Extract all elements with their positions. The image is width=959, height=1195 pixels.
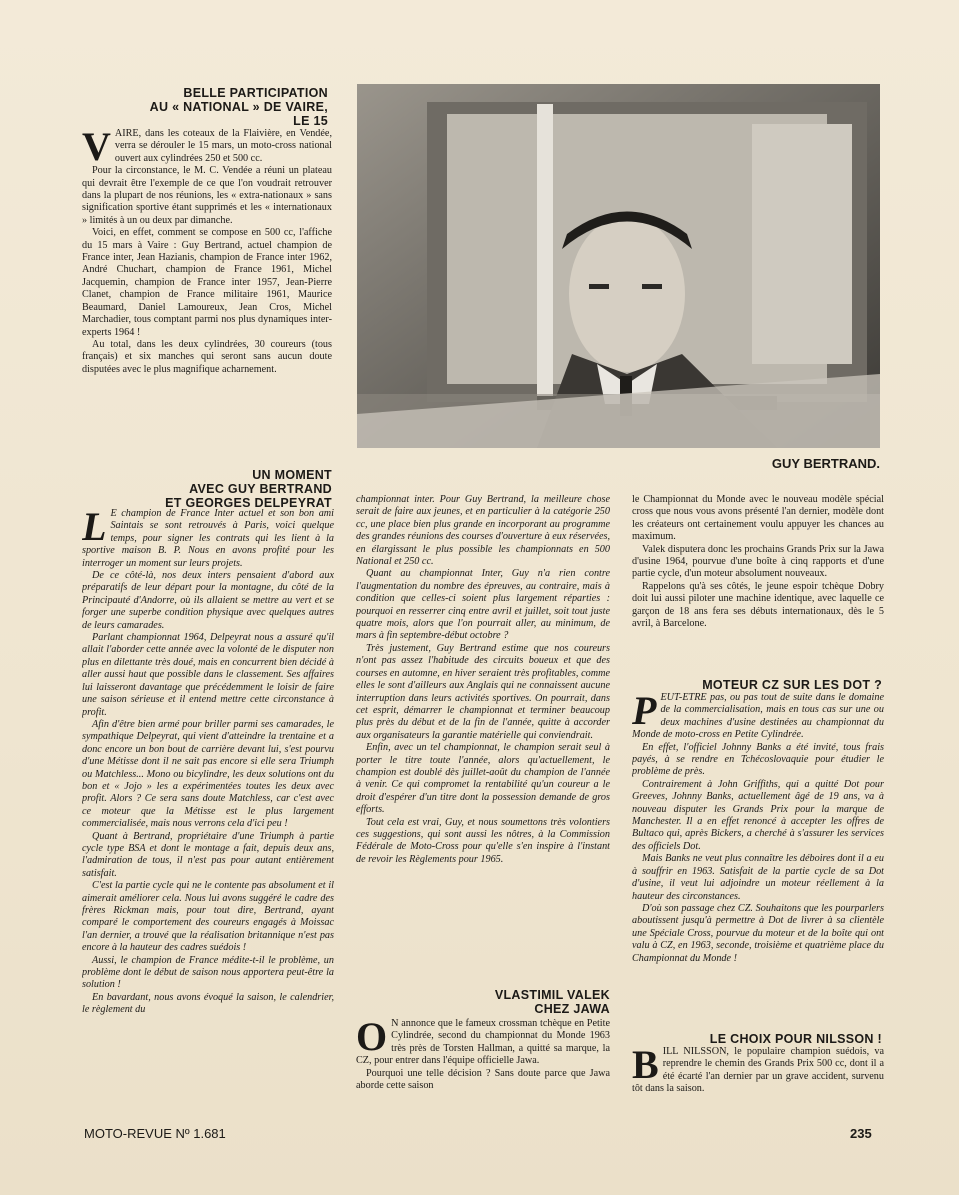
headline-moment — [100, 468, 332, 510]
article-moment-col1 — [82, 508, 334, 1106]
photo-caption: GUY BERTRAND. — [771, 456, 880, 471]
paragraph: N annonce que le fameux crossman tchèque en Petite Cylindrée, second du championnat du Monde 1963 très près de Torsten Hallman, a quitté sa marque, la CZ, pour entrer dans l'équipe officielle Jawa. — [356, 1018, 610, 1067]
headline-valek — [400, 988, 610, 1016]
paragraph: Quant au championnat Inter, Guy n'a rien contre l'augmentation du nombre des épreuves, au contraire, mais à condition que celles-ci soient plus largement réparties : pourquoi en resserrer cinq entre avril et juillet, soit tout juste quatre mois, alors que l'on pourrait aller, au minimum, de mars à fin septembre-début octobre ? — [356, 568, 610, 642]
paragraph: le Championnat du Monde avec le nouveau modèle spécial cross que nous vous avons présenté l'an dernier, modèle dont les créateurs ont certainement voulu appuyer les chances au maximum. — [632, 494, 884, 543]
headline-line: LE 15 — [293, 114, 328, 128]
paragraph: De ce côté-là, nos deux inters pensaient d'abord aux préparatifs de leur départ pour la montagne, du côté de la Principauté d'Andorre, où ils allaient se mettre au vert et se forger une superbe condition physique avec quelques autres de leurs camarades. — [82, 570, 334, 631]
article-nilsson-body — [632, 1046, 884, 1112]
paragraph: Très justement, Guy Bertrand estime que nos coureurs n'ont pas assez l'habitude des circuits boueux et que des courses en automne, en hiver seraient très profitables, comme elles le sont d'ailleurs aux Anglais qui ne connaissent aucune interruption dans leurs activités sportives. On pourrait, dans cet esprit, démarrer le championnat et terminer beaucoup plus près du début et de la fin de l'année, quitte à accorder aux organisateurs la garantie matérielle qui conviendrait. — [356, 642, 610, 741]
article-moment-col2 — [356, 494, 610, 960]
paragraph: Afin d'être bien armé pour briller parmi ses camarades, le sympathique Delpeyrat, qui vient d'atteindre la trentaine et a donc encore un bon bout de carrière devant lui, s'est pourvu d'une Métisse dont il ne sait pas encore si elle sera Triumph ou Matchless... Mono ou bicylindre, les deux solutions ont du bon et « Jojo » les a expérimentées toutes les deux avec profit. Alors ? Ce sera sans doute Matchless, car c'est avec ce moteur que la Métisse est le plus largement commercialisée, mais nous verrons cela d'ici peu ! — [82, 718, 334, 830]
paragraph: Au total, dans les deux cylindrées, 30 coureurs (tous français) et six manches qui seront sans aucun doute disputées avec le plus magnifique acharnement. — [82, 338, 332, 375]
article-valek-col3 — [632, 494, 884, 666]
paragraph: Mais Banks ne veut plus connaître les déboires dont il a eu à souffrir en 1963. Satisfait de la partie cycle de sa Dot d'usine, il veut lui adjoindre un moteur réellement à la hauteur des circonstances. — [632, 853, 884, 902]
paragraph: Parlant championnat 1964, Delpeyrat nous a assuré qu'il allait l'aborder cette année avec la volonté de le disputer non plus en dilettante très doué, mais en concurrent bien décidé à aller aussi haut que possible dans le classement. Ses affaires lui laisseront davantage que précédemment le loisir de faire une saison sérieuse et il entend mettre cette circonstance à profit. — [82, 632, 334, 718]
drop-cap: B — [632, 1046, 659, 1087]
headline-line: ET GEORGES DELPEYRAT — [165, 496, 332, 510]
headline-vaire — [88, 86, 328, 128]
paragraph: EUT-ETRE pas, ou pas tout de suite dans le domaine de la commercialisation, mais en tous cas sur une ou deux machines d'usine destinées au championnat du Monde de moto-cross en Petite Cylindrée. — [632, 692, 884, 741]
paragraph: Quant à Bertrand, propriétaire d'une Triumph à partie cycle type BSA et dont le montage a fait, depuis deux ans, l'admiration de tous, il n'est pas pour autant entièrement satisfait. — [82, 830, 334, 879]
paragraph: Pour la circonstance, le M. C. Vendée a réuni un plateau qui devrait être l'exemple de ce que l'on voudrait retrouver dans la plupart de nos réunions, les « extra-nationaux » sans signification sportive étant supprimés et les « internationaux » limités à un ou deux par dimanche. — [82, 165, 332, 226]
headline-line: MOTEUR CZ SUR LES DOT ? — [702, 678, 882, 692]
car-window-photo — [357, 84, 880, 448]
paragraph: Contrairement à John Griffiths, qui a quitté Dot pour Greeves, Johnny Banks, actuellement âgé de 19 ans, va à nouveau disputer les Grands Prix pour la marque de Manchester. Il a en effet renoncé à accepter les offres de Bultaco qui, après Bickers, a cherché à s'assurer les services des officiels Dot. — [632, 778, 884, 852]
paragraph: Rappelons qu'à ses côtés, le jeune espoir tchèque Dobry doit lui aussi piloter une machine identique, avec laquelle ce garçon de 18 ans fera ses débuts internationaux, dès le 5 avril, à Barcelone. — [632, 580, 884, 630]
paragraph: Pourquoi une telle décision ? Sans doute parce que Jawa aborde cette saison — [356, 1067, 610, 1092]
article-vaire-body — [82, 128, 332, 428]
paragraph: Voici, en effet, comment se compose en 500 cc, l'affiche du 15 mars à Vaire : Guy Bertrand, actuel champion de France inter, Jean Hazianis, champion de France inter 1962, André Chuchart, champion de France 1961, Michel Jacquemin, champion de France inter 1957, Jean-Pierre Clanet, champion de France militaire 1961, Maurice Beaumard, Daniel Lamoureux, Jean Cros, Michel Marchadier, tous comptant parmi nos plus dynamiques inter-experts 1964 ! — [82, 227, 332, 338]
paragraph: E champion de France Inter actuel et son bon ami Saintais se sont retrouvés à Paris, voici quelque temps, pour signer les contrats qui les lient à la sportive maison B. P. Nous en avons profité pour les interroger un moment sur leurs projets. — [82, 508, 334, 569]
headline-line: AU « NATIONAL » DE VAIRE, — [149, 100, 328, 114]
paragraph: Aussi, le champion de France médite-t-il le problème, un problème dont le début de saison nous apportera peut-être la solution ! — [82, 954, 334, 991]
headline-line: AVEC GUY BERTRAND — [189, 482, 332, 496]
headline-line: VLASTIMIL VALEK — [494, 988, 610, 1002]
page-number: 235 — [850, 1126, 872, 1141]
drop-cap: L — [82, 508, 107, 549]
paragraph: Enfin, avec un tel championnat, le champion serait seul à porter le titre toute l'année, alors qu'actuellement, le champion est doublé dès juillet-août du champion de l'année à venir. Ce qui compromet la rentabilité qu'un coureur a le droit d'espérer d'un titre dont la possession demande de gros efforts. — [356, 742, 610, 816]
portrait-photo — [357, 84, 880, 448]
footer-issue: MOTO-REVUE Nº 1.681 — [84, 1126, 226, 1141]
paragraph: ILL NILSSON, le populaire champion suédois, va reprendre le chemin des Grands Prix 500 cc, dont il a été écarté l'an dernier par un grave accident, survenu tôt dans la saison. — [632, 1046, 884, 1095]
drop-cap: O — [356, 1018, 388, 1059]
drop-cap: P — [632, 692, 657, 733]
paragraph: Tout cela est vrai, Guy, et nous soumettons très volontiers ces suggestions, qui sont aussi les nôtres, à la Commission Fédérale de Moto-Cross pour qu'elle s'en inspire à l'instant de revoir les Règlements pour 1965. — [356, 816, 610, 865]
paragraph: D'où son passage chez CZ. Souhaitons que les pourparlers aboutissent jusqu'à permettre à Dot de livrer à sa clientèle une Spéciale Cross, pourvue du moteur et de la boîte qui ont valu à CZ, en 1963, seconde, troisième et quatrième place du Championnat du Monde ! — [632, 902, 884, 964]
drop-cap: V — [82, 128, 111, 169]
paragraph: En effet, l'officiel Johnny Banks a été invité, tous frais payés, à se rendre en Tchécoslovaquie pour étudier le problème de près. — [632, 741, 884, 778]
paragraph: Valek disputera donc les prochains Grands Prix sur la Jawa d'usine 1964, pourvue d'une boîte à cinq rapports et d'une partie cycle, d'un moteur absolument nouveaux. — [632, 543, 884, 580]
article-valek-col2 — [356, 1018, 610, 1110]
headline-line: BELLE PARTICIPATION — [183, 86, 328, 100]
headline-line: CHEZ JAWA — [534, 1002, 610, 1016]
headline-nilsson — [632, 1032, 882, 1046]
headline-line: LE CHOIX POUR NILSSON ! — [709, 1032, 882, 1046]
paragraph: championnat inter. Pour Guy Bertrand, la meilleure chose serait de faire aux jeunes, et en particulier à la catégorie 250 cc, une place bien plus grande en incorporant au programme des grandes réunions des courses d'ouverture à eux réservées, en élargissant le plus possible les championnats en 500 National et 250 cc. — [356, 494, 610, 568]
paragraph: C'est la partie cycle qui ne le contente pas absolument et il aimerait améliorer cela. Nous lui avons suggéré le cadre des frères Rickman mais, pour tout dire, Bertrand, ayant comparé le comportement des coureurs engagés à Moissac l'an dernier, a trouvé que la réalisation britannique n'est pas encore à la hauteur des cadres suédois ! — [82, 880, 334, 954]
headline-line: UN MOMENT — [252, 468, 332, 482]
paragraph: En bavardant, nous avons évoqué la saison, le calendrier, le règlement du — [82, 991, 334, 1016]
paragraph: AIRE, dans les coteaux de la Flaivière, en Vendée, verra se dérouler le 15 mars, un moto-cross national ouvert aux cylindrées 250 et 500 cc. — [114, 128, 332, 164]
article-cz-dot-body — [632, 692, 884, 1020]
headline-cz-dot — [632, 678, 882, 692]
